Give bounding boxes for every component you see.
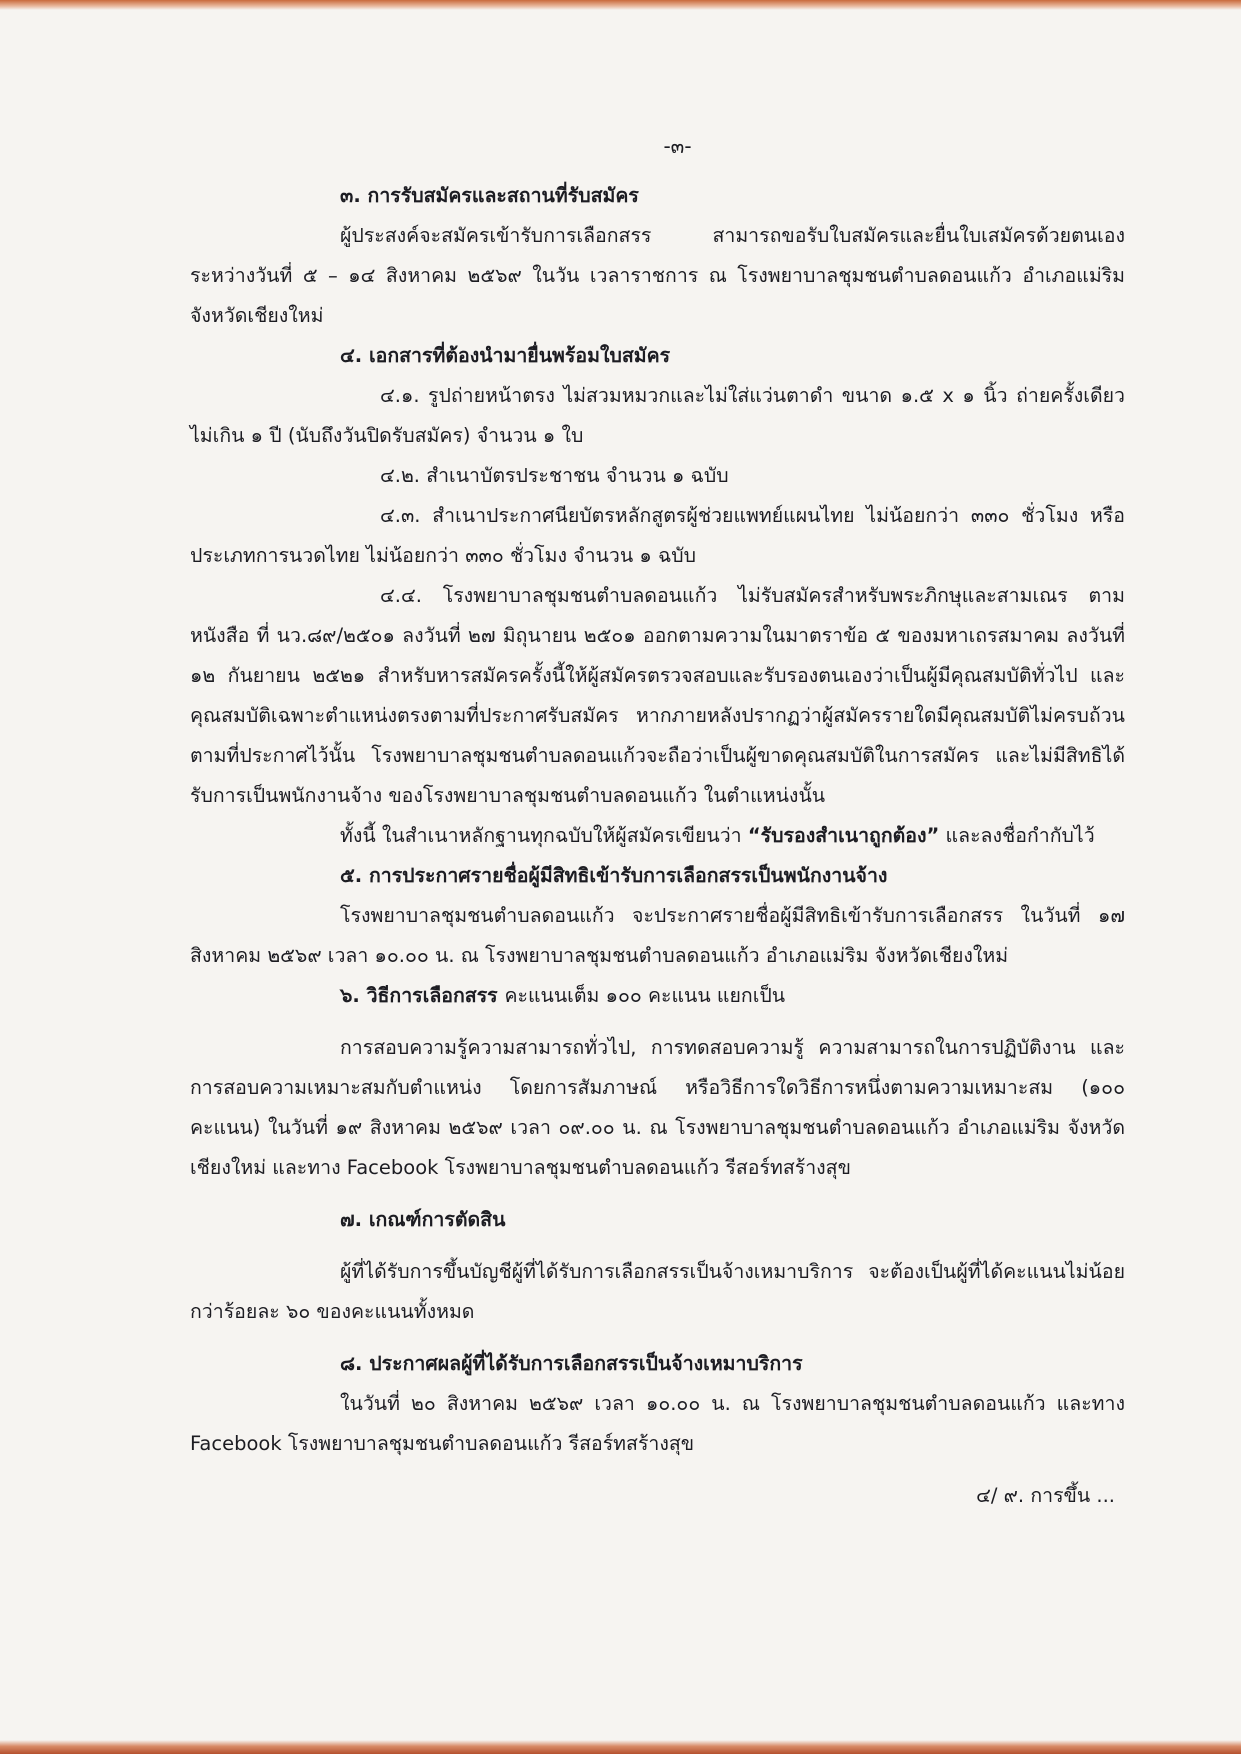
section-4-note — [190, 816, 1125, 856]
spacer — [190, 1240, 1125, 1252]
spacer — [190, 1464, 1125, 1476]
section-7-body: ผู้ที่ได้รับการขึ้นบัญชีผู้ที่ได้รับการเลือกสรรเป็นจ้างเหมาบริการ จะต้องเป็นผู้ที่ได้คะแนนไม่น้อยกว่าร้อยละ ๖๐ ของคะแนนทั้งหมด — [190, 1260, 1125, 1323]
document-page — [190, 130, 1125, 1516]
section-4-item-4: ๔.๔. โรงพยาบาลชุมชนตำบลดอนแก้ว ไม่รับสมัครสำหรับพระภิกษุและสามเณร ตามหนังสือ ที่ นว.๘๙/๒๕๐๑ ลงวันที่ ๒๗ มิถุนายน ๒๕๐๑ ออกตามความในมาตราข้อ ๕ ของมหาเถรสมาคม ลงวันที่ ๑๒ กันยายน ๒๕๒๑ สำหรับหารสมัครครั้งนี้ให้ผู้สมัครตรวจสอบและรับรองตนเองว่าเป็นผู้มีคุณสมบัติทั่วไป และคุณสมบัติเฉพาะตำแหน่งตรงตามที่ประกาศรับสมัคร หากภายหลังปรากฏว่าผู้สมัครรายใดมีคุณสมบัติไม่ครบถ้วนตามที่ประกาศไว้นั้น โรงพยาบาลชุมชนตำบลดอนแก้วจะถือว่าเป็นผู้ขาดคุณสมบัติในการสมัคร และไม่มีสิทธิได้รับการเป็นพนักงานจ้าง ของโรงพยาบาลชุมชนตำบลดอนแก้ว ในตำแหน่งนั้น — [190, 584, 1125, 807]
section-6-body: การสอบความรู้ความสามารถทั่วไป, การทดสอบความรู้ ความสามารถในการปฏิบัติงาน และการสอบความเหมาะสมกับตำแหน่ง โดยการสัมภาษณ์ หรือวิธีการใดวิธีการหนึ่งตามความเหมาะสม (๑๐๐ คะแนน) ในวันที่ ๑๙ สิงหาคม ๒๕๖๙ เวลา ๐๙.๐๐ น. ณ โรงพยาบาลชุมชนตำบลดอนแก้ว อำเภอแม่ริม จังหวัดเชียงใหม่ และทาง Facebook โรงพยาบาลชุมชนตำบลดอนแก้ว รีสอร์ทสร้างสุข — [190, 1036, 1125, 1179]
section-5-body: โรงพยาบาลชุมชนตำบลดอนแก้ว จะประกาศรายชื่อผู้มีสิทธิเข้ารับการเลือกสรร ในวันที่ ๑๗ สิงหาคม ๒๕๖๙ เวลา ๑๐.๐๐ น. ณ โรงพยาบาลชุมชนตำบลดอนแก้ว อำเภอแม่ริม จังหวัดเชียงใหม่ — [190, 904, 1125, 967]
spacer — [190, 1332, 1125, 1344]
section-4-heading: ๔. เอกสารที่ต้องนำมายื่นพร้อมใบสมัคร — [340, 344, 671, 367]
section-6-heading — [190, 976, 1125, 1016]
page-bottom-edge — [0, 1740, 1241, 1754]
section-3-heading: ๓. การรับสมัครและสถานที่รับสมัคร — [340, 184, 639, 207]
section-4-item-1: ๔.๑. รูปถ่ายหน้าตรง ไม่สวมหมวกและไม่ใส่แว่นตาดำ ขนาด ๑.๕ x ๑ นิ้ว ถ่ายครั้งเดียว ไม่เกิน ๑ ปี (นับถึงวันปิดรับสมัคร) จำนวน ๑ ใบ — [190, 384, 1125, 447]
section-4-item-3: ๔.๓. สำเนาประกาศนียบัตรหลักสูตรผู้ช่วยแพทย์แผนไทย ไม่น้อยกว่า ๓๓๐ ชั่วโมง หรือประเภทการนวดไทย ไม่น้อยกว่า ๓๓๐ ชั่วโมง จำนวน ๑ ฉบับ — [190, 504, 1125, 567]
page-top-edge — [0, 0, 1241, 10]
section-7-heading: ๗. เกณฑ์การตัดสิน — [340, 1208, 506, 1231]
note-suffix: และลงชื่อกำกับไว้ — [945, 824, 1095, 847]
spacer — [190, 1188, 1125, 1200]
section-8-body: ในวันที่ ๒๐ สิงหาคม ๒๕๖๙ เวลา ๑๐.๐๐ น. ณ โรงพยาบาลชุมชนตำบลดอนแก้ว และทาง Facebook โรงพยาบาลชุมชนตำบลดอนแก้ว รีสอร์ทสร้างสุข — [190, 1392, 1125, 1455]
document-body — [190, 176, 1125, 1516]
section-3-body: ผู้ประสงค์จะสมัครเข้ารับการเลือกสรร สามารถขอรับใบสมัครและยื่นใบเสมัครด้วยตนเอง ระหว่างวันที่ ๕ – ๑๔ สิงหาคม ๒๕๖๙ ในวัน เวลาราชการ ณ โรงพยาบาลชุมชนตำบลดอนแก้ว อำเภอแม่ริม จังหวัดเชียงใหม่ — [190, 224, 1125, 327]
section-6-heading-rest: คะแนนเต็ม ๑๐๐ คะแนน แยกเป็น — [504, 984, 786, 1007]
section-8-heading: ๘. ประกาศผลผู้ที่ได้รับการเลือกสรรเป็นจ้างเหมาบริการ — [340, 1352, 803, 1375]
page-number: -๓- — [663, 134, 692, 158]
note-prefix: ทั้งนี้ ในสำเนาหลักฐานทุกฉบับให้ผู้สมัครเขียนว่า — [340, 824, 742, 847]
section-4-item-2: ๔.๒. สำเนาบัตรประชาชน จำนวน ๑ ฉบับ — [380, 464, 729, 487]
section-5-heading: ๕. การประกาศรายชื่อผู้มีสิทธิเข้ารับการเลือกสรรเป็นพนักงานจ้าง — [340, 864, 888, 887]
continuation-note: ๔/ ๙. การขึ้น ... — [976, 1484, 1115, 1507]
section-6-heading-bold: ๖. วิธีการเลือกสรร — [340, 984, 498, 1007]
spacer — [190, 1016, 1125, 1028]
note-certify-phrase: “รับรองสำเนาถูกต้อง” — [747, 824, 940, 847]
